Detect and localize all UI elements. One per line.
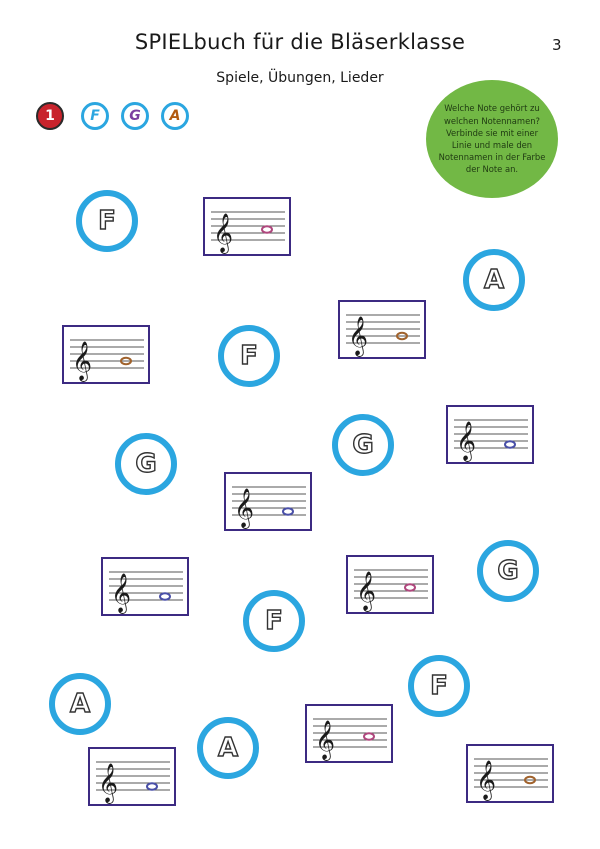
page-number: 3 [552, 36, 562, 54]
staff-card[interactable] [203, 197, 291, 256]
whole-note [160, 593, 170, 599]
treble-clef-icon: 𝄞 [348, 316, 369, 356]
staff-card[interactable] [88, 747, 176, 806]
staff-card[interactable] [224, 472, 312, 531]
note-name-letter: G [497, 556, 519, 586]
note-name-letter: F [265, 606, 283, 636]
treble-clef-icon: 𝄞 [98, 763, 119, 803]
whole-note [262, 226, 272, 232]
staff-graphic [340, 302, 424, 357]
exercise-number-badge: 1 [36, 102, 64, 130]
staff-card[interactable] [305, 704, 393, 763]
note-name-circle[interactable] [218, 325, 280, 387]
note-name-circle[interactable] [76, 190, 138, 252]
legend-badge-a [161, 102, 189, 130]
whole-note [283, 508, 293, 514]
whole-note [364, 733, 374, 739]
staff-card[interactable] [466, 744, 554, 803]
note-name-letter: F [430, 671, 448, 701]
staff-graphic [468, 746, 552, 801]
whole-note [505, 441, 515, 447]
note-name-circle[interactable] [49, 673, 111, 735]
staff-graphic [90, 749, 174, 804]
instruction-text: Welche Note gehört zu welchen Notennamen? Verbinde sie mit einer Linie und male den Notennamen in der Farbe der Note an. [438, 103, 546, 175]
note-name-letter: A [69, 689, 91, 719]
staff-card[interactable] [446, 405, 534, 464]
staff-graphic [64, 327, 148, 382]
note-name-circle[interactable] [243, 590, 305, 652]
staff-graphic [448, 407, 532, 462]
note-name-letter: A [483, 265, 505, 295]
note-name-letter: G [352, 430, 374, 460]
page-title: SPIELbuch für die Bläserklasse [134, 30, 466, 54]
staff-card[interactable] [338, 300, 426, 359]
treble-clef-icon: 𝄞 [72, 341, 93, 381]
treble-clef-icon: 𝄞 [111, 573, 132, 613]
treble-clef-icon: 𝄞 [315, 720, 336, 760]
whole-note [405, 584, 415, 590]
note-name-circle[interactable] [332, 414, 394, 476]
staff-graphic [348, 557, 432, 612]
legend-badge-f [81, 102, 109, 130]
treble-clef-icon: 𝄞 [456, 421, 477, 461]
staff-graphic [205, 199, 289, 254]
whole-note [147, 783, 157, 789]
note-name-letter: F [240, 341, 258, 371]
treble-clef-icon: 𝄞 [234, 488, 255, 528]
note-name-letter: A [217, 733, 239, 763]
treble-clef-icon: 𝄞 [356, 571, 377, 611]
staff-card[interactable] [346, 555, 434, 614]
instruction-bubble [426, 80, 558, 198]
note-name-circle[interactable] [408, 655, 470, 717]
staff-card[interactable] [62, 325, 150, 384]
note-name-circle[interactable] [477, 540, 539, 602]
legend-letter-f: F [90, 108, 100, 124]
staff-card[interactable] [101, 557, 189, 616]
staff-graphic [103, 559, 187, 614]
legend-badge-g [121, 102, 149, 130]
legend-letter-a: A [169, 108, 181, 124]
staff-graphic [307, 706, 391, 761]
staff-graphic [226, 474, 310, 529]
treble-clef-icon: 𝄞 [213, 213, 234, 253]
note-name-letter: F [98, 206, 116, 236]
note-name-circle[interactable] [197, 717, 259, 779]
note-name-circle[interactable] [463, 249, 525, 311]
note-name-circle[interactable] [115, 433, 177, 495]
note-name-letter: G [135, 449, 157, 479]
treble-clef-icon: 𝄞 [476, 760, 497, 800]
page-subtitle: Spiele, Übungen, Lieder [216, 70, 384, 86]
legend-letter-g: G [129, 108, 141, 124]
